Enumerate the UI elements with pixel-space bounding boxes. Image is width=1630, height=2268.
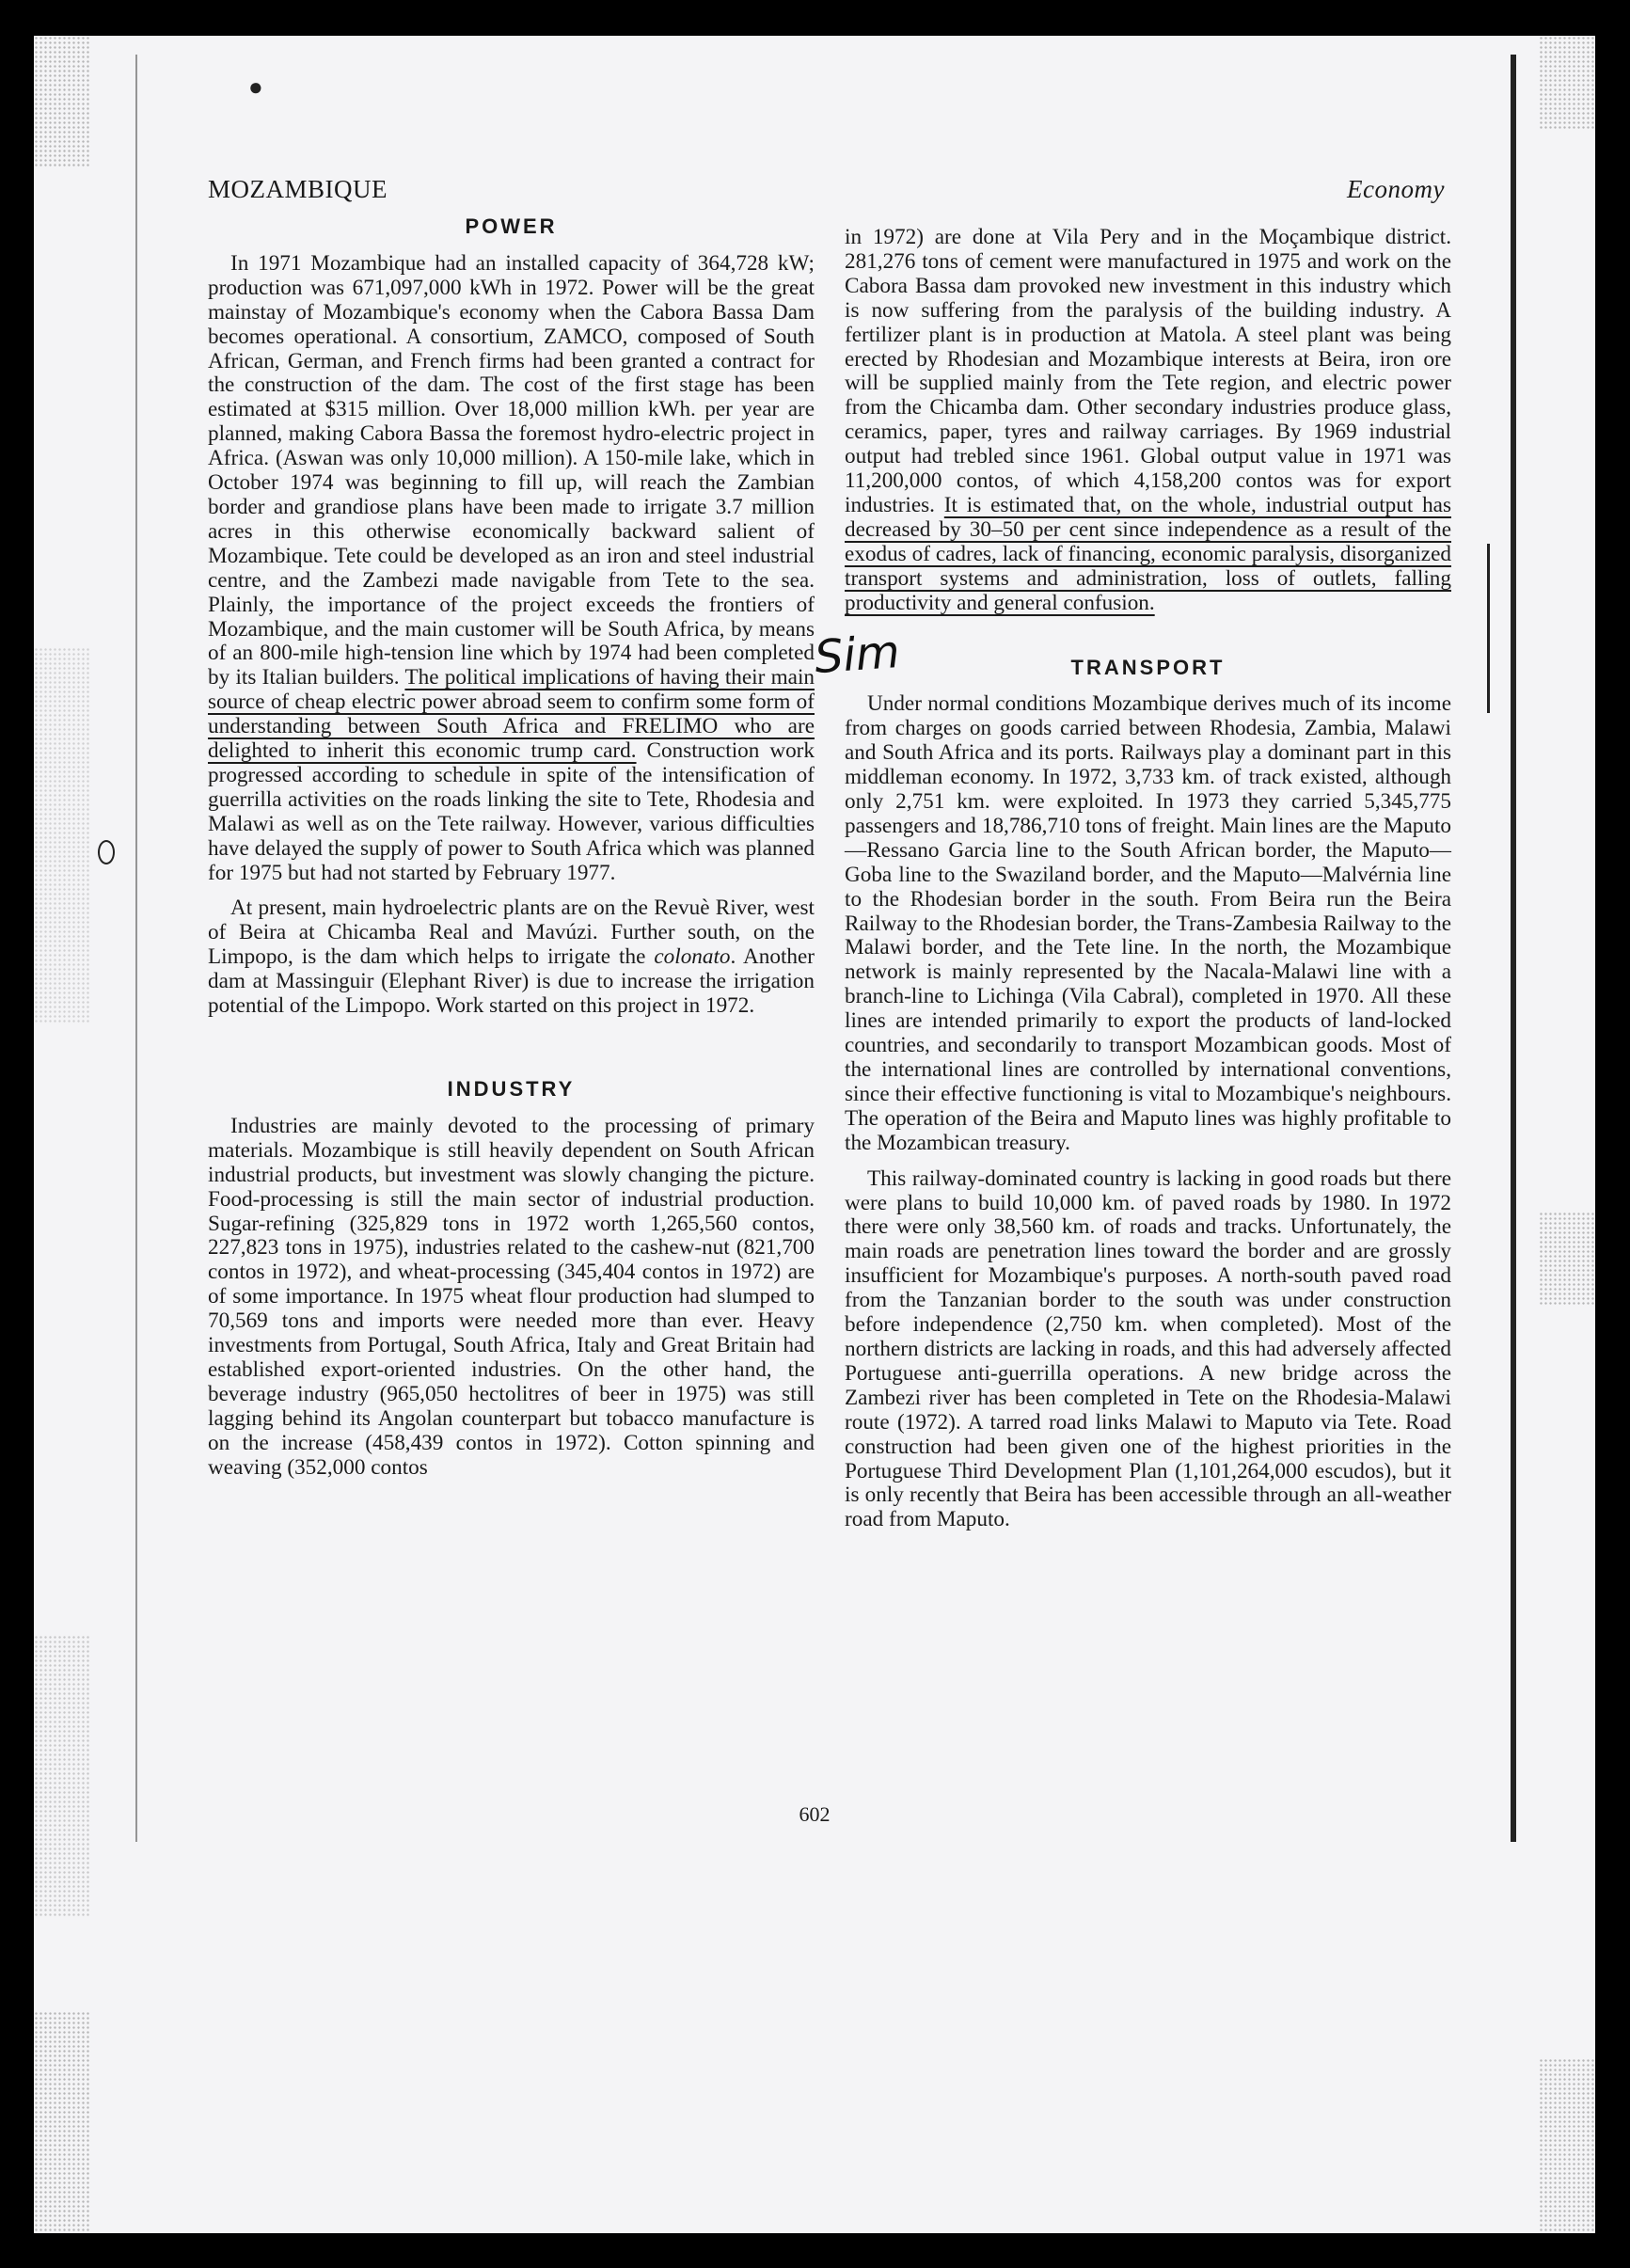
running-head-country: MOZAMBIQUE [208,175,388,203]
power-paragraph-1: In 1971 Mozambique had an installed capacity of 364,728 kW; production was 671,097,000 kWh in 1972. Power will be the great mainstay of Mozambique's economy when the Cabora Bassa Dam becomes operational. A consortium, ZAMCO, composed of South African, German, and French firms had been granted a contract for the construction of the dam. The cost of the first stage has been estimated at $315 million. Over 18,000 million kWh. per year are planned, making Cabora Bassa the foremost hydro-electric project in Africa. (Aswan was only 10,000 million). A 150-mile lake, which in October 1974 was beginning to fill up, will reach the Zambian border and grandiose plans have been made to irrigate 3.7 million acres in this otherwise economically backward salient of Mozambique. Tete could be developed as an iron and steel industrial centre, and the Zambezi made navigable from Tete to the sea. Plainly, the importance of the project exceeds the frontiers of Mozambique, and the main customer will be South Africa, by means of an 800-mile high-tension line which by 1974 had been completed by its Italian builders. The political implications of having their main source of cheap electric power abroad seem to confirm some form of understanding between South Africa and FRELIMO who are delighted to inherit this economic trump card. Construction work progressed according to schedule in spite of the intensification of guerrilla activities on the roads linking the site to Tete, Rhodesia and Malawi as well as on the Tete railway. However, various difficulties have delayed the supply of power to South Africa which was planned for 1975 but had not started by February 1977. [208,250,815,885]
scan-noise [34,1635,90,1917]
scan-noise [34,2011,90,2233]
handwritten-margin-note: Sim [813,625,902,685]
underlined-passage: It is estimated that, on the whole, industrial output has decreased by 30–50 per cent since independence as a result of the exodus of cadres, lack of financing, economic paralysis, disorganized transport systems and administration, loss of outlets, falling productivity and general confusion. [845,492,1451,615]
scan-noise [34,647,90,1023]
left-column [208,214,815,1492]
power-paragraph-2: At present, main hydroelectric plants are on the Revuè River, west of Beira at Chicamba Real and Mavúzi. Further south, on the Limpopo, is the dam which helps to irrigate the colonato. Another dam at Massinguir (Elephant River) is due to increase the irrigation potential of the Limpopo. Work started on this project in 1972. [208,896,815,1019]
section-title-transport: TRANSPORT [1070,655,1226,679]
section-title-industry: INDUSTRY [447,1077,576,1101]
underlined-passage: The political implications of having their main source of cheap electric power abroad seem to confirm some form of understanding between South Africa and FRELIMO who are delighted to inherit this economic trump card. [208,665,815,764]
transport-paragraph-1: Under normal conditions Mozambique derives much of its income from charges on goods carried between Rhodesia, Zambia, Malawi and South Africa and its ports. Railways play a dominant part in this middleman economy. In 1972, 3,733 km. of track existed, although only 2,751 km. were exploited. In 1973 they carried 5,345,775 passengers and 18,786,710 tons of freight. Main lines are the Maputo—Ressano Garcia line to the South African border, the Maputo—Goba line to the Swaziland border, and the Maputo—Malvérnia line to the Rhodesian border in the south. From Beira run the Beira Railway to the Rhodesian border, the Trans-Zambesia Railway to the Malawi border, and the Tete line. In the north, the Mozambique network is mainly represented by the Nacala-Malawi line with a branch-line to Lichinga (Vila Cabral), completed in 1970. All these lines are intended primarily to export the products of land-locked countries, and secondarily to transport Mozambican goods. Most of the international lines are controlled by international conventions, since their effective functioning is vital to Mozambique's neighbours. The operation of the Beira and Maputo lines was highly profitable to the Mozambican treasury. [845,691,1451,1155]
scan-noise [1539,36,1595,130]
scan-noise [1539,1212,1595,1306]
transport-paragraph-2: This railway-dominated country is lacking in good roads but there were plans to build 10,000 km. of paved roads by 1980. In 1972 there were only 38,560 km. of roads and tracks. Unfortunately, the main roads are penetration lines toward the border and are grossly insufficient for Mozambique's purposes. A north-south paved road from the Tanzanian border to the south was under construction before independence (2,750 km. when completed). Most of the northern districts are lacking in roads, and this had adversely affected Portuguese anti-guerrilla operations. A new bridge across the Zambezi river has been completed in Tete on the Rhodesia-Malawi route (1972). A tarred road links Malawi to Maputo via Tete. Road construction had been given one of the highest priorities in the Portuguese Third Development Plan (1,101,264,000 escudos), but it is only recently that Beira has been accessible through an all-weather road from Maputo. [845,1166,1451,1532]
right-column [845,226,1451,1544]
section-title-power: POWER [465,214,558,238]
industry-continued-paragraph: in 1972) are done at Vila Pery and in the Moçambique district. 281,276 tons of cement were manufactured in 1975 and work on the Cabora Bassa dam provoked new investment in this industry which is now suffering from the paralysis of the building industry. A fertilizer plant is in production at Matola. A steel plant was being erected by Rhodesian and Mozambique interests at Beira, iron ore will be supplied mainly from the Tete region, and electric power from the Chicamba dam. Other secondary industries produce glass, ceramics, paper, tyres and railway carriages. By 1969 industrial output had trebled since 1961. Global output value in 1971 was 11,200,000 contos, of which 4,158,200 contos was for export industries. It is estimated that, on the whole, industrial output has decreased by 30–50 per cent since independence as a result of the exodus of cadres, lack of financing, economic paralysis, disorganized transport systems and administration, loss of outlets, falling productivity and general confusion. [845,225,1451,615]
bullet-mark-icon: ● [248,73,263,101]
scan-noise [34,36,90,167]
industry-paragraph-1: Industries are mainly devoted to the processing of primary materials. Mozambique is still heavily dependent on South African industrial products, but investment was slowly changing the picture. Food-processing is still the main sector of industrial production. Sugar-refining (325,829 tons in 1972 worth 1,265,560 contos, 227,823 tons in 1975), industries related to the cashew-nut (821,700 contos in 1972), and wheat-processing (345,404 contos in 1972) are of some importance. In 1975 wheat flour production had slumped to 70,569 tons and imports were needed more than ever. Heavy investments from Portugal, South Africa, Italy and Great Britain had established export-oriented industries. On the other hand, the beverage industry (965,050 hectolitres of beer in 1975) was still lagging behind its Angolan counterpart but tobacco manufacture is on the increase (458,439 contos in 1972). Cotton spinning and weaving (352,000 contos [208,1113,815,1480]
scan-edge-line [135,55,137,1842]
scanned-page [34,36,1595,2233]
italic-term: colonato [654,944,731,970]
margin-rule-line [1511,55,1516,1842]
margin-bracket-line [1487,544,1490,713]
running-head-section: Economy [1347,175,1445,203]
page-number: 602 [799,1802,831,1826]
handwritten-circle-mark [98,840,115,864]
scan-noise [1539,2058,1595,2233]
